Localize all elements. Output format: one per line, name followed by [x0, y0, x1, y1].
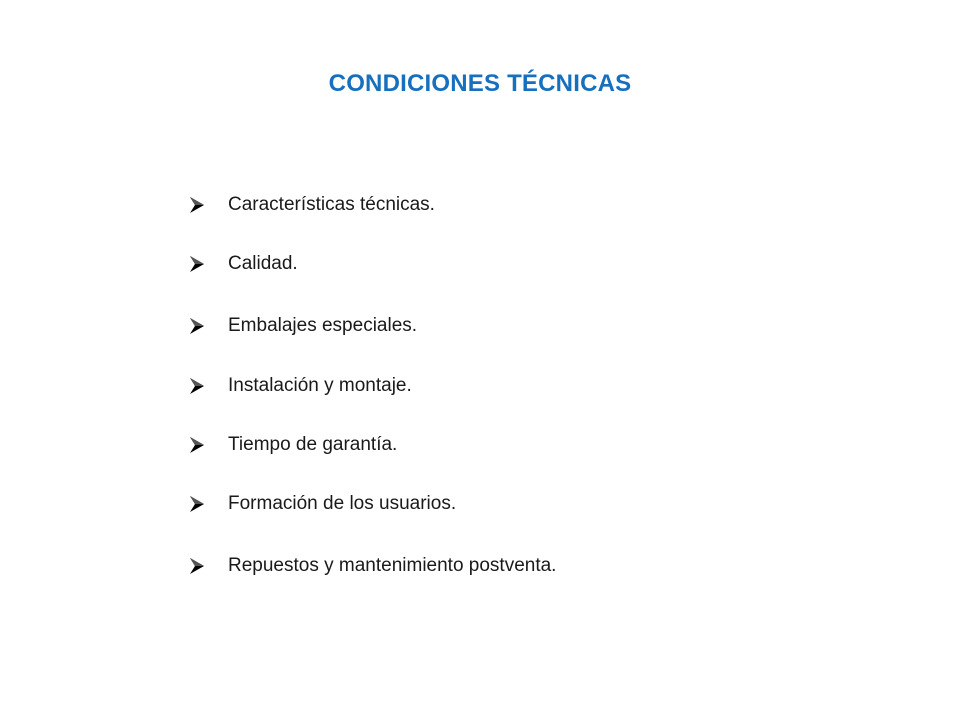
arrowhead-bullet-icon [190, 197, 204, 213]
slide-title: CONDICIONES TÉCNICAS [328, 70, 632, 97]
list-item [190, 191, 435, 219]
list-item-label: Embalajes especiales. [228, 315, 418, 336]
list-item-label: Formación de los usuarios. [228, 493, 457, 514]
arrowhead-bullet-icon [190, 496, 204, 512]
arrowhead-bullet-icon [190, 558, 204, 574]
list-item-label: Calidad. [228, 253, 298, 274]
list-item [190, 250, 298, 278]
list-item [190, 312, 417, 340]
arrowhead-bullet-icon [190, 318, 204, 334]
list-item-label: Características técnicas. [228, 194, 435, 215]
list-item-label: Instalación y montaje. [228, 375, 412, 396]
list-item [190, 372, 412, 400]
list-item [190, 490, 456, 518]
list-item [190, 431, 397, 459]
list-item-label: Repuestos y mantenimiento postventa. [228, 555, 557, 576]
arrowhead-bullet-icon [190, 256, 204, 272]
list-item [190, 552, 556, 580]
arrowhead-bullet-icon [190, 437, 204, 453]
arrowhead-bullet-icon [190, 378, 204, 394]
list-item-label: Tiempo de garantía. [228, 434, 398, 455]
